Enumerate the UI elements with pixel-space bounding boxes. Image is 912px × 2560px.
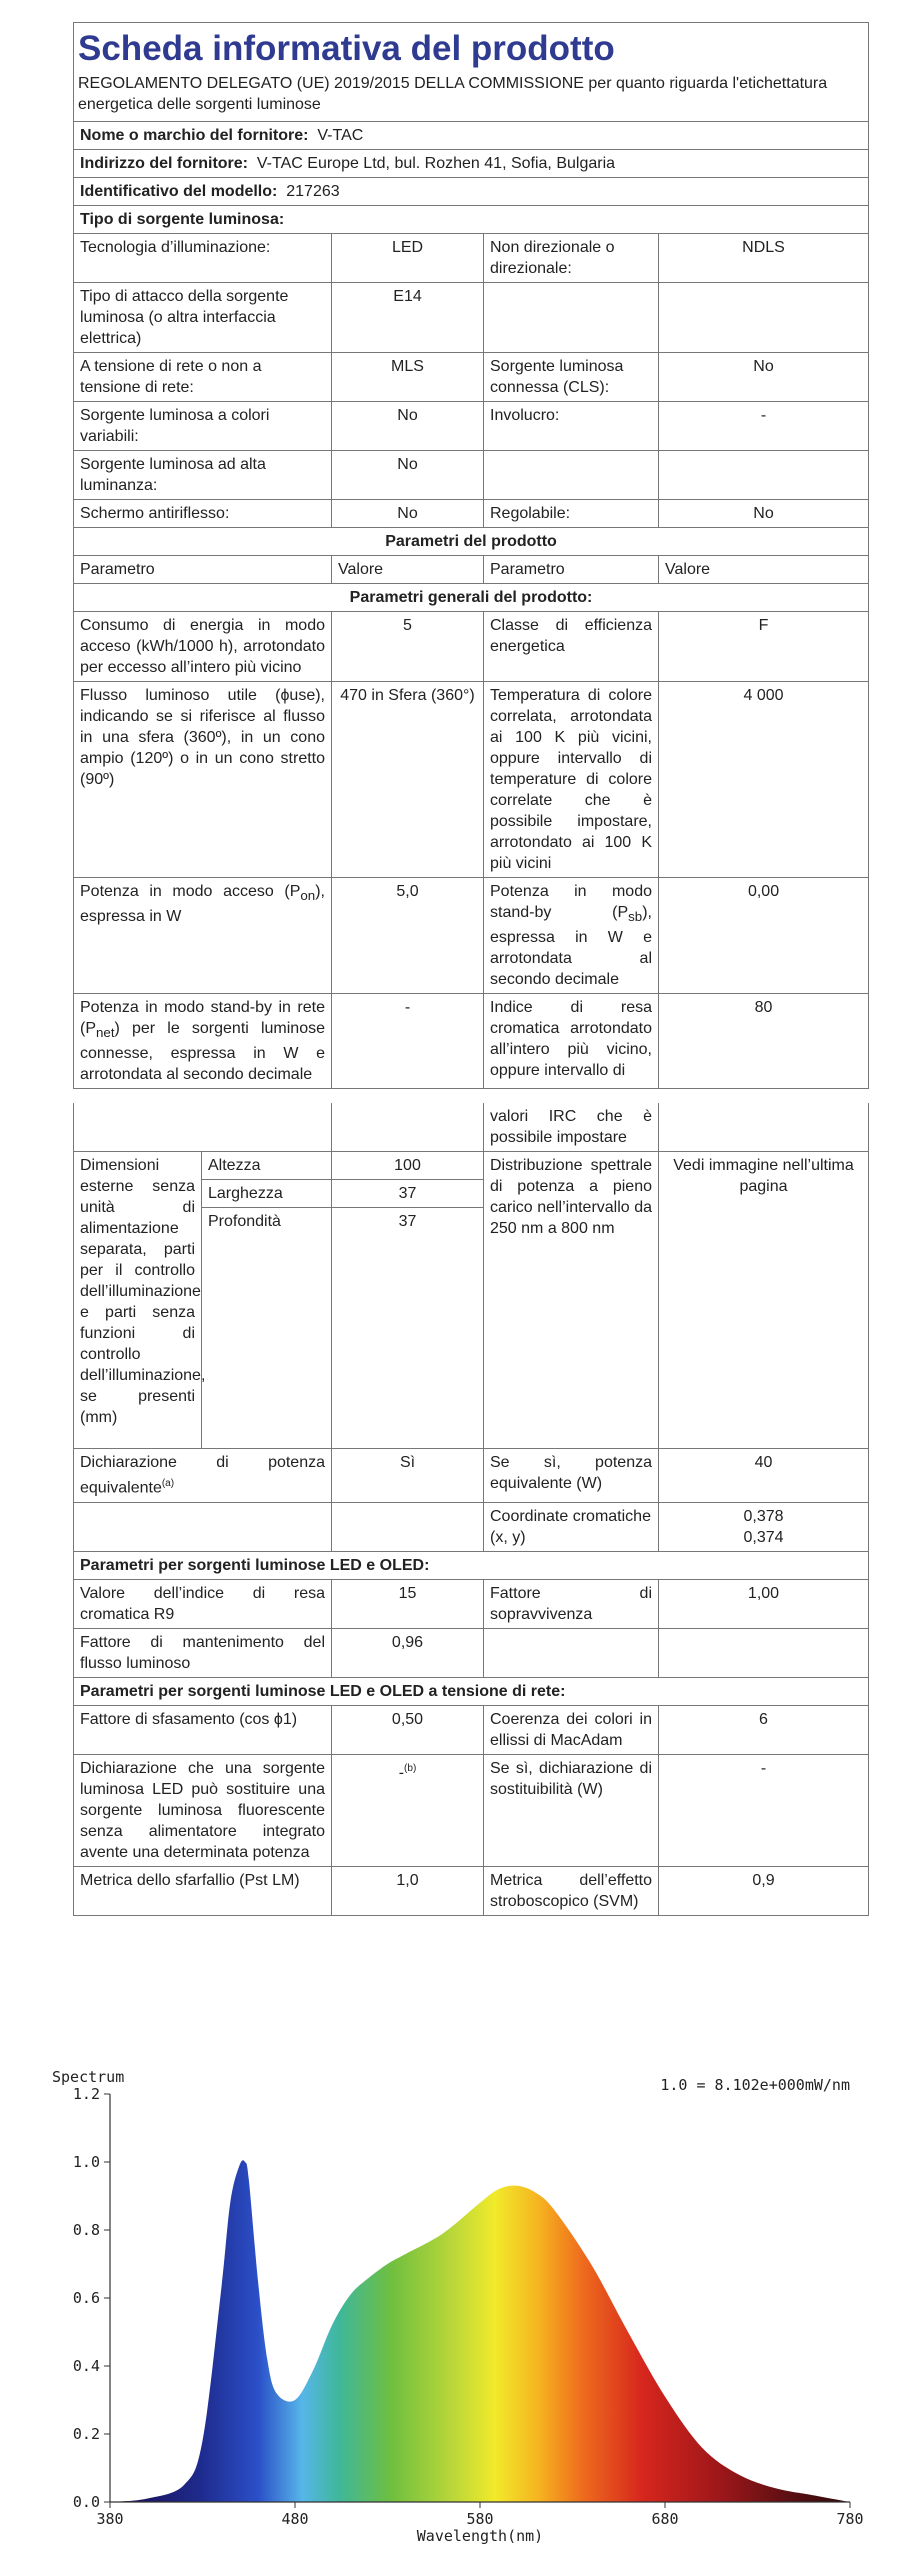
- flux-value: 470 in Sfera (360°): [332, 682, 484, 878]
- column-header: Parametro: [74, 556, 332, 584]
- field-value: [659, 451, 869, 500]
- table-row: [74, 1502, 869, 1551]
- table-row: [74, 451, 869, 500]
- page-break: [73, 1089, 868, 1103]
- field-label: Sorgente luminosa ad alta luminanza:: [74, 451, 332, 500]
- cct-label: Temperatura di colore correlata, arrotondata ai 100 K più vicini, oppure intervallo di temperature di colore correlate che è possibile impostare, arrotondato ai 100 K più vicini: [484, 682, 659, 878]
- y-tick-label: 0.6: [72, 2289, 100, 2307]
- table-row: [74, 402, 869, 451]
- empty-cell: [659, 1628, 869, 1677]
- field-label: Tipo di attacco della sorgente luminosa (o altra interfaccia elettrica): [74, 283, 332, 353]
- page-title: Scheda informativa del prodotto: [78, 29, 615, 68]
- y-tick-label: 1.0: [72, 2153, 100, 2171]
- energy-label: Consumo di energia in modo acceso (kWh/1000 h), arrotondato per eccesso all’intero più vicino: [74, 612, 332, 682]
- depth-label: Profondità: [202, 1208, 332, 1449]
- field-value: NDLS: [659, 234, 869, 283]
- field-value: No: [332, 402, 484, 451]
- r9-label: Valore dell’indice di resa cromatica R9: [74, 1579, 332, 1628]
- psb-label: [484, 878, 659, 994]
- field-value: -: [659, 402, 869, 451]
- replacement-dash: -: [398, 1764, 405, 1782]
- pnet-subscript: net: [96, 1025, 115, 1041]
- pnet-label-text: Potenza in modo stand-by in rete (P: [80, 999, 325, 1038]
- efficiency-class-label: Classe di efficienza energetica: [484, 612, 659, 682]
- survival-value: 1,00: [659, 1579, 869, 1628]
- chart-scale-note: 1.0 = 8.102e+000mW/nm: [660, 2076, 850, 2094]
- psb-value: 0,00: [659, 878, 869, 994]
- y-tick-label: 0.8: [72, 2221, 100, 2239]
- field-label: [484, 283, 659, 353]
- table-row: [74, 994, 869, 1089]
- footnote-a: (a): [161, 1478, 175, 1490]
- height-label: Altezza: [202, 1152, 332, 1180]
- replacement-label: Dichiarazione che una sorgente luminosa LED può sostituire una sorgente luminosa fluorescente senza alimentatore integrato avente una determinata potenza: [74, 1754, 332, 1866]
- chromaticity-y: 0,374: [743, 1528, 784, 1546]
- table-row: [74, 1449, 869, 1502]
- empty-cell: [332, 1103, 484, 1152]
- height-value: 100: [332, 1152, 484, 1180]
- equivalent-power-value: Sì: [332, 1449, 484, 1502]
- maintenance-value: 0,96: [332, 1628, 484, 1677]
- spectrum-area: [110, 2160, 850, 2502]
- y-tick-label: 1.2: [72, 2085, 100, 2103]
- macadam-value: 6: [659, 1705, 869, 1754]
- supplier-brand-row: [74, 122, 869, 150]
- field-value: MLS: [332, 353, 484, 402]
- field-label: Tecnologia d’illuminazione:: [74, 234, 332, 283]
- table-row: [74, 500, 869, 528]
- chromaticity-label: Coordinate cromatiche (x, y): [484, 1502, 659, 1551]
- efficiency-class-value: F: [659, 612, 869, 682]
- x-tick-label: 480: [281, 2510, 309, 2528]
- replacement-watt-value: -: [659, 1754, 869, 1866]
- empty-cell: [659, 1103, 869, 1152]
- y-tick-label: 0.2: [72, 2425, 100, 2443]
- cri-label-continued: valori IRC che è possibile impostare: [484, 1103, 659, 1152]
- field-value: No: [332, 451, 484, 500]
- regulation-text: REGOLAMENTO DELEGATO (UE) 2019/2015 DELLA COMMISSIONE per quanto riguarda l'etichettatura energetica delle sorgenti luminose: [78, 75, 828, 113]
- table-row: [74, 612, 869, 682]
- width-label: Larghezza: [202, 1180, 332, 1208]
- spd-label: Distribuzione spettrale di potenza a pieno carico nell’intervallo da 250 nm a 800 nm: [484, 1152, 659, 1449]
- field-label: Sorgente luminosa a colori variabili:: [74, 402, 332, 451]
- depth-value: 37: [332, 1208, 484, 1449]
- dimensions-label: Dimensioni esterne senza unità di alimentazione separata, parti per il controllo dell’illuminazione e parti senza funzioni di controllo dell’illuminazione, se presenti (mm): [74, 1152, 202, 1449]
- survival-label: Fattore di sopravvivenza: [484, 1579, 659, 1628]
- x-tick-label: 680: [651, 2510, 679, 2528]
- field-value: LED: [332, 234, 484, 283]
- spectrum-chart: [40, 2066, 900, 2546]
- table-row: [74, 353, 869, 402]
- column-header: Parametro: [484, 556, 659, 584]
- replacement-value: [332, 1754, 484, 1866]
- field-value: E14: [332, 283, 484, 353]
- field-label: Regolabile:: [484, 500, 659, 528]
- pon-label-text: Potenza in modo acceso (P: [80, 883, 301, 900]
- stroboscopic-label: Metrica dell’effetto stroboscopico (SVM): [484, 1866, 659, 1915]
- pon-label-end: ), espressa in W: [80, 883, 325, 926]
- pon-label: [74, 878, 332, 994]
- psb-label-text: Potenza in modo stand-by (P: [490, 883, 652, 921]
- general-params-heading: Parametri generali del prodotto:: [74, 584, 869, 612]
- equivalent-watt-value: 40: [659, 1449, 869, 1502]
- field-value: No: [332, 500, 484, 528]
- field-label: Involucro:: [484, 402, 659, 451]
- cri-value: 80: [659, 994, 869, 1089]
- field-label: Schermo antiriflesso:: [74, 500, 332, 528]
- table-row: [74, 1103, 869, 1152]
- model-value: 217263: [286, 183, 340, 200]
- power-factor-value: 0,50: [332, 1705, 484, 1754]
- params-heading: Parametri del prodotto: [74, 528, 869, 556]
- supplier-brand-label: Nome o marchio del fornitore:: [80, 127, 309, 144]
- y-tick-label: 0.4: [72, 2357, 100, 2375]
- psb-subscript: sb: [628, 909, 643, 925]
- empty-cell: [74, 1103, 332, 1152]
- x-tick-label: 380: [96, 2510, 124, 2528]
- empty-cell: [484, 1628, 659, 1677]
- pon-subscript: on: [300, 888, 316, 904]
- model-row: [74, 178, 869, 206]
- flicker-value: 1,0: [332, 1866, 484, 1915]
- field-label: Sorgente luminosa connessa (CLS):: [484, 353, 659, 402]
- flicker-label: Metrica dello sfarfallio (Pst LM): [74, 1866, 332, 1915]
- cri-label: Indice di resa cromatica arrotondato all’intero più vicino, oppure intervallo di: [484, 994, 659, 1089]
- model-label: Identificativo del modello:: [80, 183, 278, 200]
- psb-label-end: ), espressa in W e arrotondata al secondo decimale: [490, 904, 652, 989]
- table-row: [74, 1754, 869, 1866]
- pnet-label: [74, 994, 332, 1089]
- empty-cell: [332, 1502, 484, 1551]
- table-row: [74, 283, 869, 353]
- y-ticks: [73, 2085, 110, 2511]
- footnote-b: (b): [404, 1762, 417, 1774]
- chromaticity-x: 0,378: [743, 1507, 784, 1525]
- energy-value: 5: [332, 612, 484, 682]
- table-row: [74, 1705, 869, 1754]
- field-label: A tensione di rete o non a tensione di rete:: [74, 353, 332, 402]
- supplier-address-value: V-TAC Europe Ltd, bul. Rozhen 41, Sofia, Bulgaria: [256, 155, 616, 172]
- table-row: [74, 234, 869, 283]
- mains-params-heading: Parametri per sorgenti luminose LED e OLED a tensione di rete:: [74, 1677, 869, 1705]
- field-label: [484, 451, 659, 500]
- field-value: [659, 283, 869, 353]
- equivalent-watt-label: Se sì, potenza equivalente (W): [484, 1449, 659, 1502]
- pon-value: 5,0: [332, 878, 484, 994]
- supplier-address-row: [74, 150, 869, 178]
- pnet-label-end: ) per le sorgenti luminose connesse, espressa in W e arrotondata al secondo decimale: [80, 1020, 325, 1084]
- macadam-label: Coerenza dei colori in ellissi di MacAdam: [484, 1705, 659, 1754]
- column-header: Valore: [332, 556, 484, 584]
- supplier-address-label: Indirizzo del fornitore:: [80, 155, 248, 172]
- table-row: [74, 878, 869, 994]
- r9-value: 15: [332, 1579, 484, 1628]
- source-type-heading: Tipo di sorgente luminosa:: [74, 206, 869, 234]
- field-value: No: [659, 500, 869, 528]
- table-row: [74, 682, 869, 878]
- column-header: Valore: [659, 556, 869, 584]
- x-axis-label: Wavelength(nm): [416, 2527, 544, 2545]
- chart-title: Spectrum: [52, 2068, 125, 2086]
- x-tick-label: 580: [466, 2510, 494, 2528]
- x-tick-label: 780: [836, 2510, 864, 2528]
- product-sheet: [73, 22, 868, 1916]
- pnet-value: -: [332, 994, 484, 1089]
- y-tick-label: 0.0: [72, 2493, 100, 2511]
- flux-label: Flusso luminoso utile (ϕuse), indicando se si riferisce al flusso in una sfera (360º), in un cono ampio (120º) o in un cono stretto (90º): [74, 682, 332, 878]
- product-info-table: [73, 22, 869, 1089]
- stroboscopic-value: 0,9: [659, 1866, 869, 1915]
- field-label: Non direzionale o direzionale:: [484, 234, 659, 283]
- equivalent-power-text: Dichiarazione di potenza equivalente: [80, 1454, 325, 1497]
- spd-value: Vedi immagine nell’ultima pagina: [659, 1152, 869, 1449]
- power-factor-label: Fattore di sfasamento (cos ϕ1): [74, 1705, 332, 1754]
- params-column-headers: [74, 556, 869, 584]
- chromaticity-values: [659, 1502, 869, 1551]
- replacement-watt-label: Se sì, dichiarazione di sostituibilità (W): [484, 1754, 659, 1866]
- x-ticks: [96, 2502, 863, 2528]
- field-value: No: [659, 353, 869, 402]
- table-row: [74, 1866, 869, 1915]
- table-row: [74, 1152, 869, 1180]
- maintenance-label: Fattore di mantenimento del flusso luminoso: [74, 1628, 332, 1677]
- product-info-table-continued: [73, 1103, 869, 1915]
- width-value: 37: [332, 1180, 484, 1208]
- led-params-heading: Parametri per sorgenti luminose LED e OLED:: [74, 1551, 869, 1579]
- empty-cell: [74, 1502, 332, 1551]
- table-row: [74, 1579, 869, 1628]
- equivalent-power-label: [74, 1449, 332, 1502]
- table-row: [74, 1628, 869, 1677]
- supplier-brand-value: V-TAC: [317, 127, 364, 144]
- cct-value: 4 000: [659, 682, 869, 878]
